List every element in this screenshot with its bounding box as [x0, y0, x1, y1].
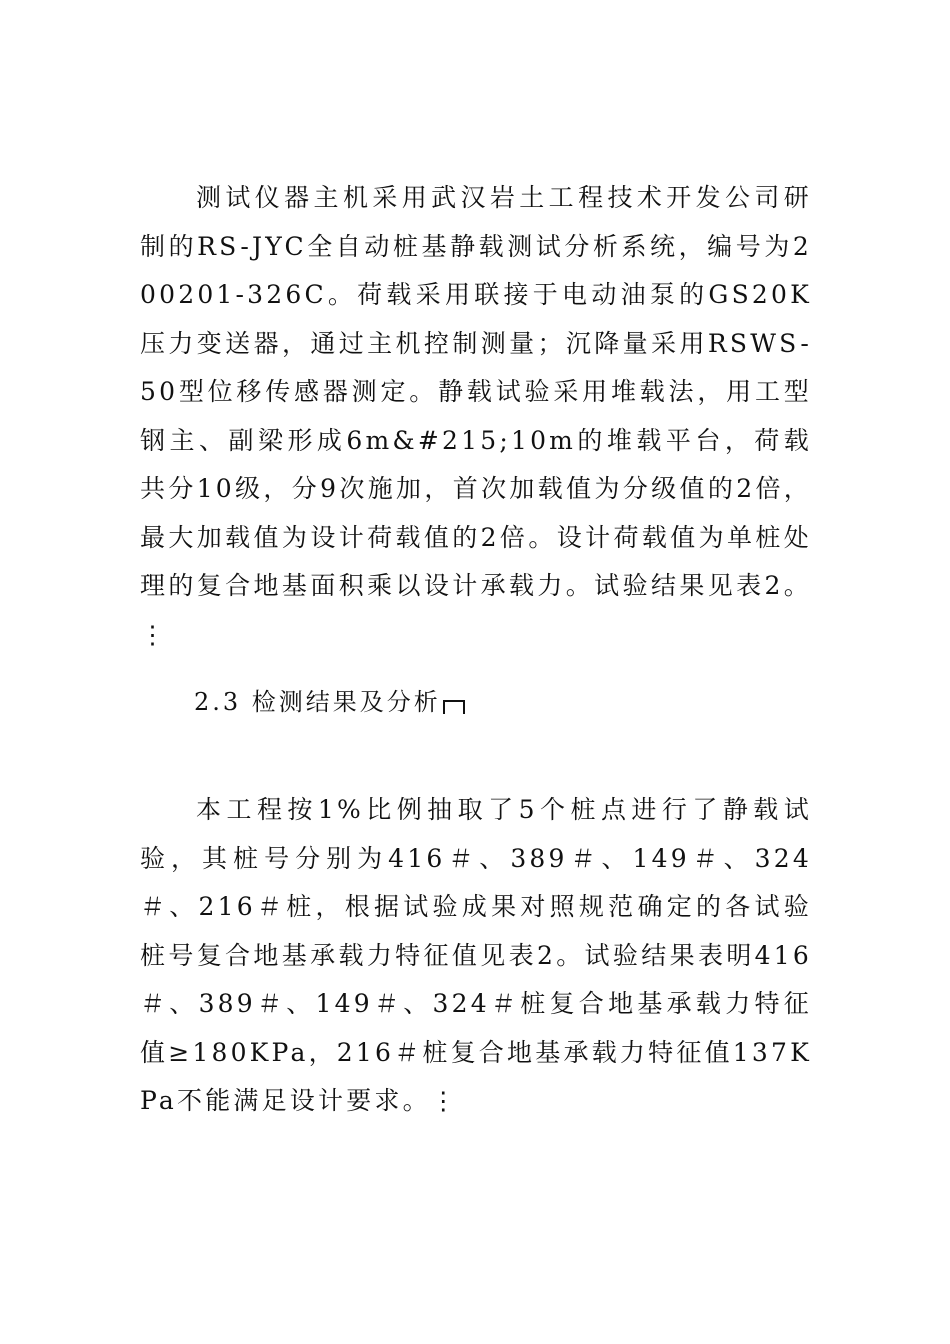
section-heading-text: 2.3 检测结果及分析 [194, 688, 441, 716]
paragraph-test-instruments: 测试仪器主机采用武汉岩土工程技术开发公司研制的RS-JYC全自动桩基静载测试分析系统，编号为200201-326C。荷载采用联接于电动油泵的GS20K压力变送器，通过主机控制测量；沉降量采用RSWS-50型位移传感器测定。静载试验采用堆载法，用工型钢主、副梁形成6m&#215;10m的堆载平台，荷载共分10级，分9次施加，首次加载值为分级值的2倍，最大加载值为设计荷载值的2倍。设计荷载值为单桩处理的复合地基面积乘以设计承载力。试验结果见表2。⋮ [140, 183, 812, 649]
paragraph-test-results: 本工程按1%比例抽取了5个桩点进行了静载试验，其桩号分别为416＃、389＃、149＃、324＃、216＃桩，根据试验成果对照规范确定的各试验桩号复合地基承载力特征值见表2。试验结果表明416＃、389＃、149＃、324＃桩复合地基承载力特征值≥180KPa，216＃桩复合地基承载力特征值137KPa不能满足设计要求。⋮ [140, 795, 812, 1115]
section-heading [194, 682, 465, 722]
paragraph-mark-icon [443, 700, 465, 714]
